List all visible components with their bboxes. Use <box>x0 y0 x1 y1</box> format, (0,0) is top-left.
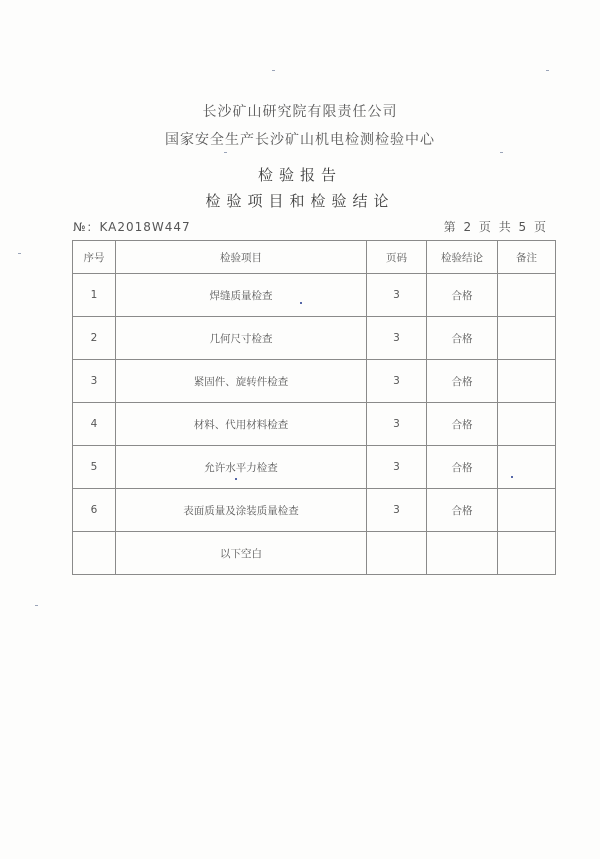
row-page <box>367 532 427 575</box>
row-page: 3 <box>367 489 427 532</box>
page-indicator: 第 2 页 共 5 页 <box>443 220 548 234</box>
column-header-item: 检验项目 <box>116 241 367 274</box>
row-conclusion: 合格 <box>427 360 498 403</box>
row-page: 3 <box>367 317 427 360</box>
inspection-items-table <box>72 240 556 575</box>
scan-speck <box>546 70 549 71</box>
table-header-row <box>73 241 556 274</box>
row-item: 表面质量及涂装质量检查 <box>116 489 367 532</box>
row-remark <box>498 360 556 403</box>
table-row <box>73 403 556 446</box>
row-item: 几何尺寸检查 <box>116 317 367 360</box>
table-row <box>73 489 556 532</box>
row-conclusion: 合格 <box>427 274 498 317</box>
row-number: 2 <box>73 317 116 360</box>
row-item: 材料、代用材料检查 <box>116 403 367 446</box>
row-page: 3 <box>367 274 427 317</box>
row-number: 6 <box>73 489 116 532</box>
row-remark <box>498 403 556 446</box>
row-number: 5 <box>73 446 116 489</box>
scan-speck <box>18 253 21 254</box>
scan-speck <box>511 476 513 478</box>
row-conclusion: 合格 <box>427 317 498 360</box>
blank-below-marker: 以下空白 <box>116 532 367 575</box>
row-remark <box>498 317 556 360</box>
scan-speck <box>500 152 503 153</box>
row-conclusion <box>427 532 498 575</box>
row-number: 3 <box>73 360 116 403</box>
row-page: 3 <box>367 360 427 403</box>
table-row <box>73 317 556 360</box>
table-row-blank <box>73 532 556 575</box>
scan-speck <box>235 478 237 480</box>
column-header-remark: 备注 <box>498 241 556 274</box>
row-number <box>73 532 116 575</box>
column-header-conclusion: 检验结论 <box>427 241 498 274</box>
row-remark <box>498 274 556 317</box>
row-item: 焊缝质量检查 <box>116 274 367 317</box>
scan-speck <box>272 70 275 71</box>
scan-speck <box>224 152 227 153</box>
row-page: 3 <box>367 403 427 446</box>
row-remark <box>498 532 556 575</box>
row-page: 3 <box>367 446 427 489</box>
row-remark <box>498 489 556 532</box>
row-remark <box>498 446 556 489</box>
row-item: 允许水平力检查 <box>116 446 367 489</box>
scan-speck <box>300 302 302 304</box>
column-header-number: 序号 <box>73 241 116 274</box>
organization-name: 长沙矿山研究院有限责任公司 <box>202 104 398 120</box>
row-number: 1 <box>73 274 116 317</box>
table-row <box>73 360 556 403</box>
testing-center-name: 国家安全生产长沙矿山机电检测检验中心 <box>165 132 435 148</box>
row-number: 4 <box>73 403 116 446</box>
scan-speck <box>35 605 38 606</box>
report-number: №：KA2018W447 <box>73 220 191 234</box>
table-row <box>73 446 556 489</box>
row-conclusion: 合格 <box>427 403 498 446</box>
row-item: 紧固件、旋转件检查 <box>116 360 367 403</box>
table-row <box>73 274 556 317</box>
column-header-page: 页码 <box>367 241 427 274</box>
report-subtitle: 检验项目和检验结论 <box>205 192 395 210</box>
report-title: 检验报告 <box>257 166 342 184</box>
row-conclusion: 合格 <box>427 489 498 532</box>
row-conclusion: 合格 <box>427 446 498 489</box>
